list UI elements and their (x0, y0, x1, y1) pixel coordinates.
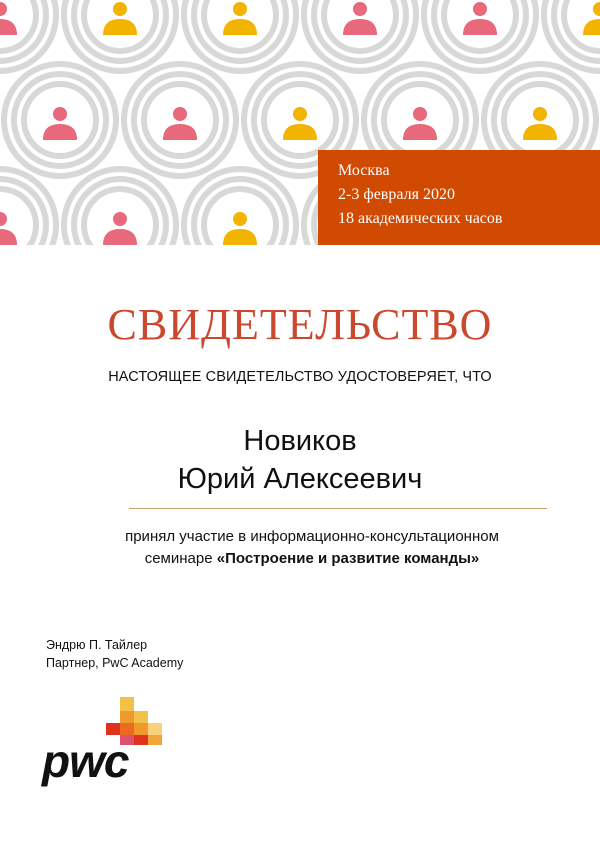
event-info-box (318, 150, 600, 245)
signer-block (46, 636, 183, 672)
avatar-circle-icon (0, 0, 56, 71)
signer-role: Партнер, PwC Academy (46, 656, 184, 670)
avatar-circle-icon (424, 0, 536, 71)
avatar-circle-icon (4, 64, 116, 176)
certificate-subtitle: НАСТОЯЩЕЕ СВИДЕТЕЛЬСТВО УДОСТОВЕРЯЕТ, ЧТО (108, 369, 492, 385)
avatar-circle-icon (64, 0, 176, 71)
recipient-surname: Новиков (243, 425, 357, 457)
recipient-given-names: Юрий Алексеевич (177, 463, 423, 495)
event-hours: 18 академических часов (338, 210, 503, 227)
avatar-circle-icon (304, 0, 416, 71)
avatar-circle-icon (124, 64, 236, 176)
description-prefix: семинаре (144, 550, 217, 567)
avatar-circle-icon (184, 169, 296, 245)
description-line-1: принял участие в информационно-консультационном (125, 528, 499, 545)
divider-line (129, 508, 547, 509)
pwc-logo (36, 695, 168, 793)
certificate-title: СВИДЕТЕЛЬСТВО (107, 300, 493, 349)
avatar-circle-icon (544, 0, 600, 71)
participation-description (0, 526, 600, 570)
pwc-wordmark: pwc (42, 735, 129, 787)
event-dates: 2-3 февраля 2020 (338, 186, 455, 203)
avatar-circle-icon (64, 169, 176, 245)
avatar-circle-icon (184, 0, 296, 71)
recipient-name (0, 422, 600, 498)
signer-name: Эндрю П. Тайлер (46, 638, 148, 652)
seminar-name: «Построение и развитие команды» (216, 550, 480, 567)
description-line-2 (0, 548, 600, 570)
event-city: Москва (338, 162, 390, 179)
avatar-circle-icon (0, 169, 56, 245)
